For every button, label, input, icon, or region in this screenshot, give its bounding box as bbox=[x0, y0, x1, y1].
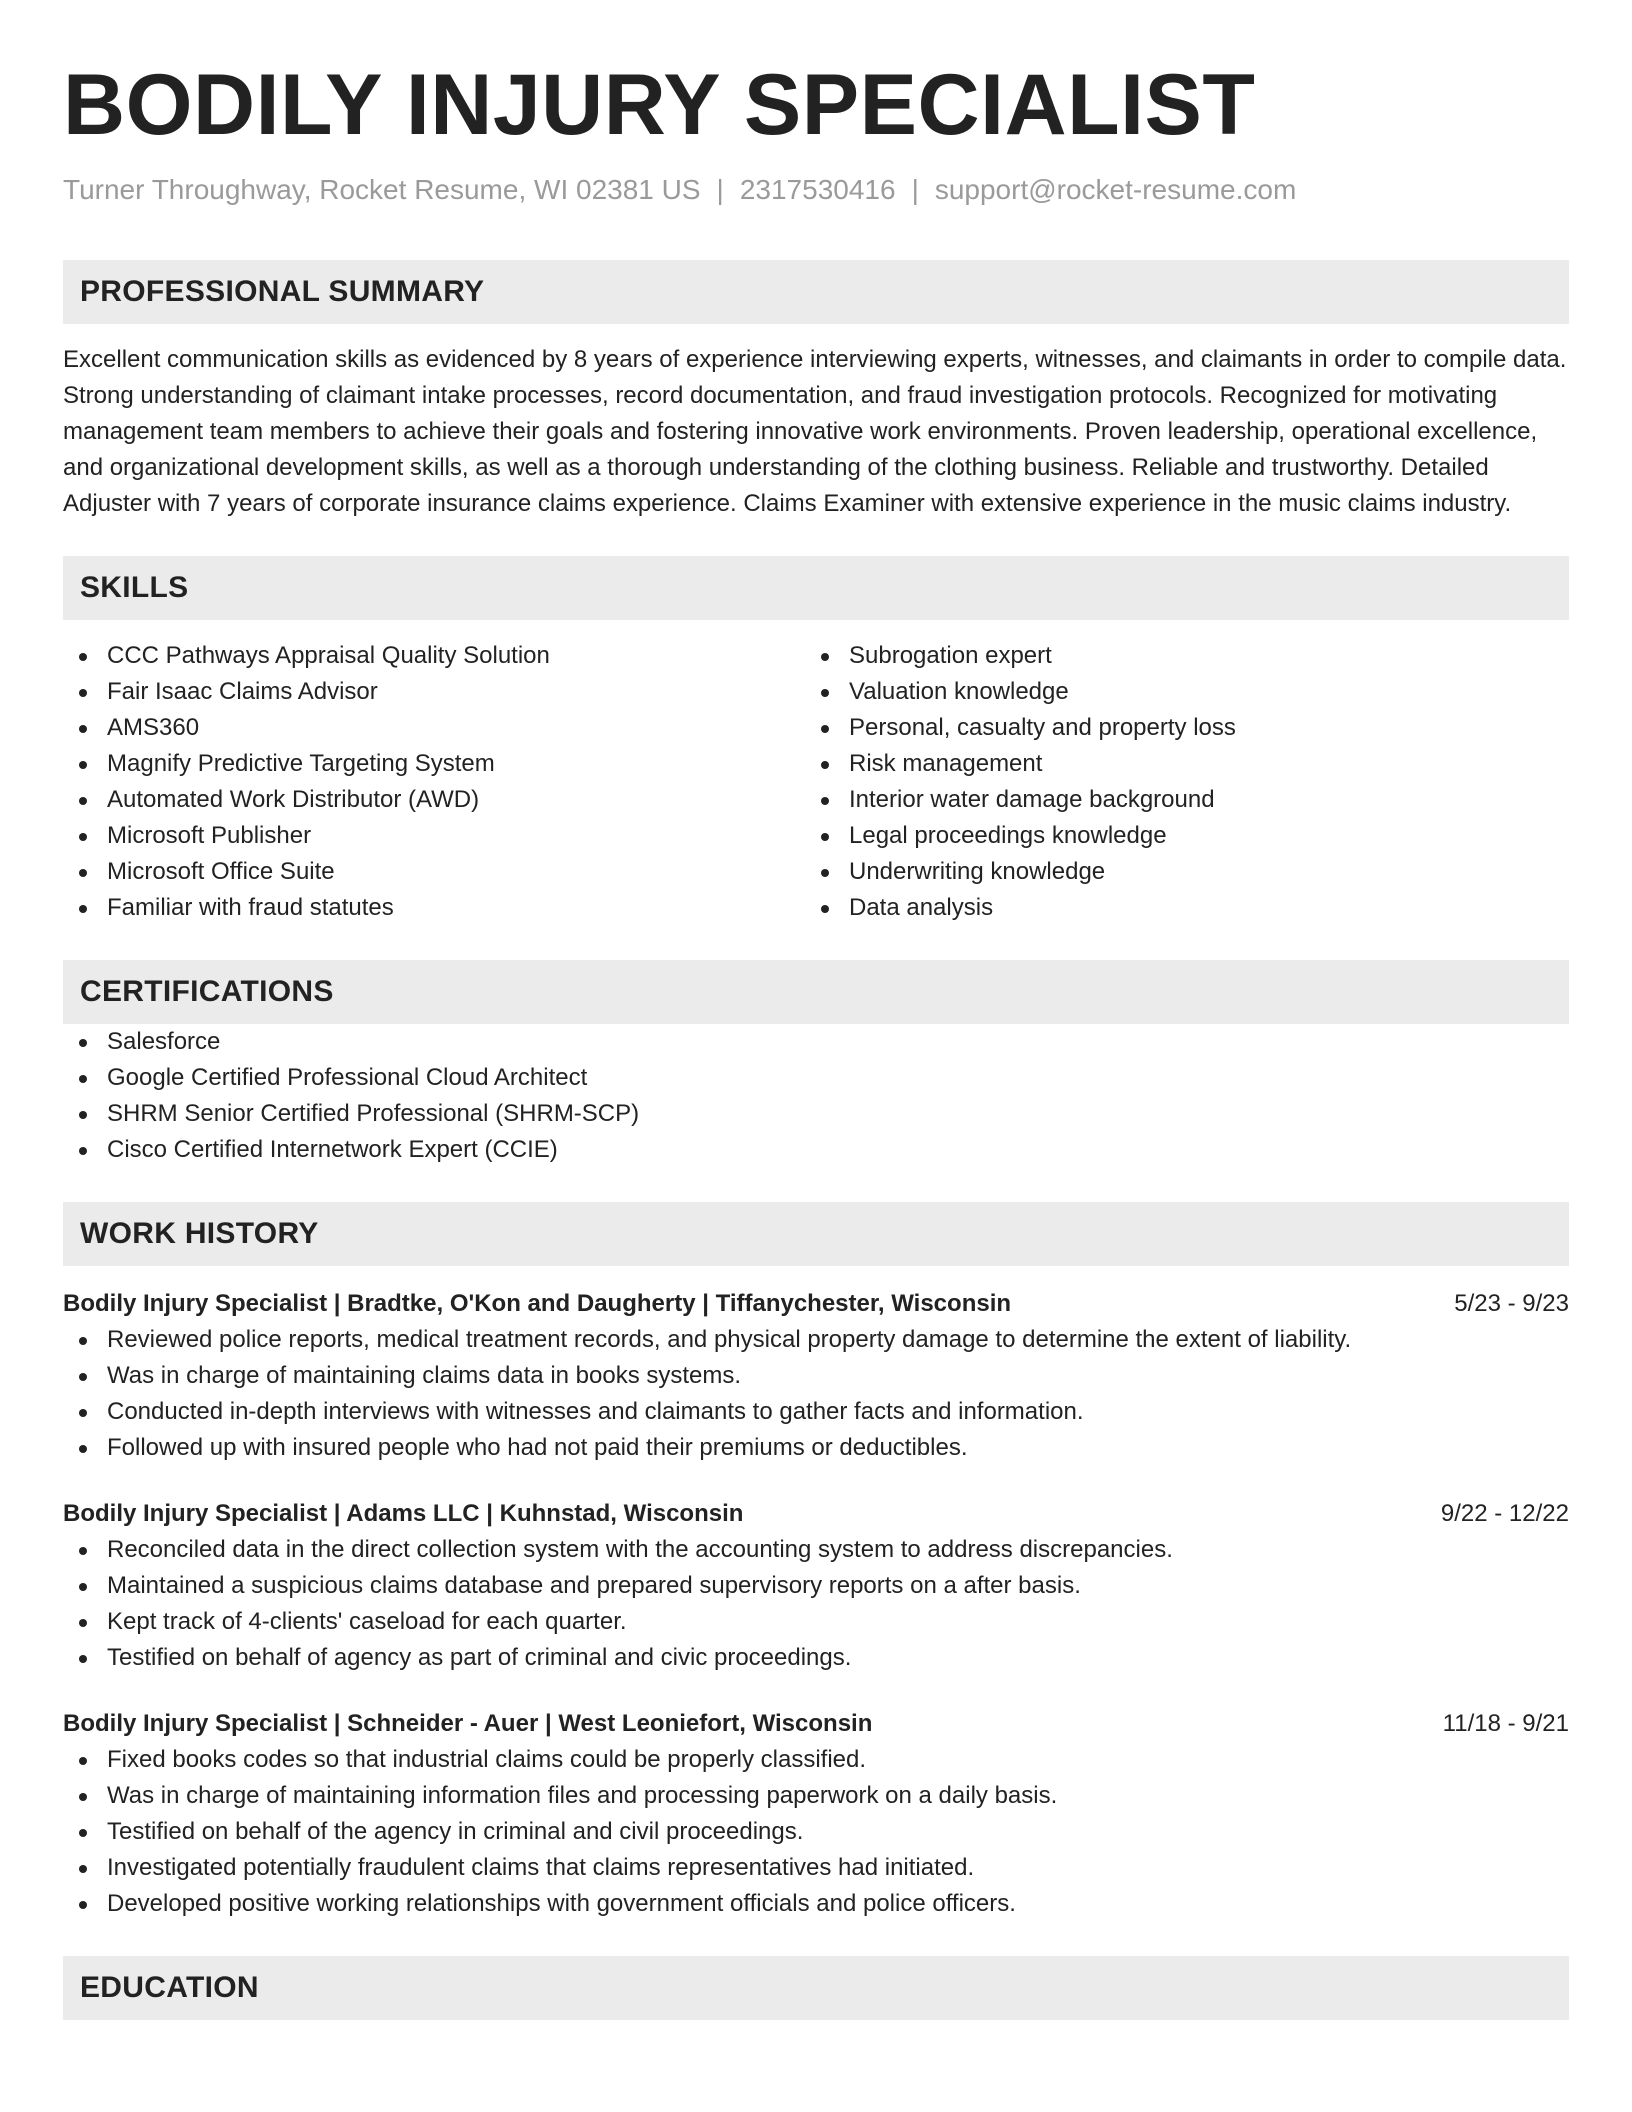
job-bullet: Followed up with insured people who had not paid their premiums or deductibles. bbox=[63, 1430, 1569, 1466]
job-header bbox=[63, 1706, 1569, 1742]
section-header-work-history: WORK HISTORY bbox=[63, 1202, 1569, 1266]
skill-item: Valuation knowledge bbox=[805, 674, 1547, 710]
job-bullet-list bbox=[63, 1532, 1569, 1676]
job-entry bbox=[63, 1286, 1569, 1466]
skill-item: Data analysis bbox=[805, 890, 1547, 926]
job-bullet: Reviewed police reports, medical treatment records, and physical property damage to determine the extent of liability. bbox=[63, 1322, 1569, 1358]
section-header-education: EDUCATION bbox=[63, 1956, 1569, 2020]
job-bullet: Conducted in-depth interviews with witnesses and claimants to gather facts and information. bbox=[63, 1394, 1569, 1430]
job-bullet: Was in charge of maintaining claims data in books systems. bbox=[63, 1358, 1569, 1394]
section-header-summary: PROFESSIONAL SUMMARY bbox=[63, 260, 1569, 324]
contact-address: Turner Throughway, Rocket Resume, WI 02381 US bbox=[63, 174, 701, 205]
skill-item: Subrogation expert bbox=[805, 638, 1547, 674]
contact-separator: | bbox=[716, 174, 724, 205]
job-bullet: Testified on behalf of the agency in criminal and civil proceedings. bbox=[63, 1814, 1569, 1850]
job-title: Bodily Injury Specialist | Bradtke, O'Kon and Daugherty | Tiffanychester, Wisconsin bbox=[63, 1290, 1012, 1317]
job-entry bbox=[63, 1706, 1569, 1922]
skill-item: Familiar with fraud statutes bbox=[63, 890, 805, 926]
skill-item: Risk management bbox=[805, 746, 1547, 782]
job-bullet-list bbox=[63, 1742, 1569, 1922]
skill-item: AMS360 bbox=[63, 710, 805, 746]
skills-grid bbox=[63, 638, 1569, 926]
certification-item: Google Certified Professional Cloud Architect bbox=[63, 1060, 1569, 1096]
section-header-skills: SKILLS bbox=[63, 556, 1569, 620]
job-dates: 11/18 - 9/21 bbox=[1442, 1710, 1569, 1737]
resume-name-heading: BODILY INJURY SPECIALIST bbox=[63, 57, 1256, 153]
summary-text: Excellent communication skills as evidenced by 8 years of experience interviewing experts, witnesses, and claimants in order to compile data. Strong understanding of claimant intake processes, record documentation, and fraud investigation protocols. Recognized for motivating management team members to achieve their goals and fostering innovative work environments. Proven leadership, operational excellence, and organizational development skills, as well as a thorough understanding of the clothing business. Reliable and trustworthy. Detailed Adjuster with 7 years of corporate insurance claims experience. Claims Examiner with extensive experience in the music claims industry. bbox=[63, 346, 1567, 517]
job-bullet: Kept track of 4-clients' caseload for each quarter. bbox=[63, 1604, 1569, 1640]
job-bullet: Investigated potentially fraudulent claims that claims representatives had initiated. bbox=[63, 1850, 1569, 1886]
skill-item: CCC Pathways Appraisal Quality Solution bbox=[63, 638, 805, 674]
job-title: Bodily Injury Specialist | Schneider - Auer | West Leoniefort, Wisconsin bbox=[63, 1710, 873, 1737]
skill-item: Interior water damage background bbox=[805, 782, 1547, 818]
skills-list-left bbox=[63, 638, 805, 926]
skill-item: Microsoft Publisher bbox=[63, 818, 805, 854]
contact-phone: 2317530416 bbox=[739, 174, 896, 205]
job-entry bbox=[63, 1496, 1569, 1676]
contact-separator: | bbox=[911, 174, 919, 205]
job-header bbox=[63, 1496, 1569, 1532]
certification-item: Salesforce bbox=[63, 1024, 1569, 1060]
contact-line bbox=[63, 172, 1569, 208]
job-dates: 5/23 - 9/23 bbox=[1454, 1290, 1569, 1317]
contact-email: support@rocket-resume.com bbox=[934, 174, 1297, 205]
job-dates: 9/22 - 12/22 bbox=[1440, 1500, 1569, 1527]
section-header-certifications: CERTIFICATIONS bbox=[63, 960, 1569, 1024]
job-bullet: Testified on behalf of agency as part of criminal and civic proceedings. bbox=[63, 1640, 1569, 1676]
skill-item: Personal, casualty and property loss bbox=[805, 710, 1547, 746]
certification-item: Cisco Certified Internetwork Expert (CCIE) bbox=[63, 1132, 1569, 1168]
job-bullet: Developed positive working relationships with government officials and police officers. bbox=[63, 1886, 1569, 1922]
skill-item: Automated Work Distributor (AWD) bbox=[63, 782, 805, 818]
skill-item: Microsoft Office Suite bbox=[63, 854, 805, 890]
job-bullet: Fixed books codes so that industrial claims could be properly classified. bbox=[63, 1742, 1569, 1778]
job-bullet: Was in charge of maintaining information files and processing paperwork on a daily basis. bbox=[63, 1778, 1569, 1814]
job-bullet: Maintained a suspicious claims database and prepared supervisory reports on a after basis. bbox=[63, 1568, 1569, 1604]
skill-item: Legal proceedings knowledge bbox=[805, 818, 1547, 854]
skill-item: Underwriting knowledge bbox=[805, 854, 1547, 890]
job-bullet: Reconciled data in the direct collection system with the accounting system to address discrepancies. bbox=[63, 1532, 1569, 1568]
skill-item: Magnify Predictive Targeting System bbox=[63, 746, 805, 782]
certifications-list bbox=[63, 1024, 1569, 1168]
job-header bbox=[63, 1286, 1569, 1322]
job-title: Bodily Injury Specialist | Adams LLC | Kuhnstad, Wisconsin bbox=[63, 1500, 744, 1527]
skill-item: Fair Isaac Claims Advisor bbox=[63, 674, 805, 710]
skills-list-right bbox=[805, 638, 1547, 926]
job-bullet-list bbox=[63, 1322, 1569, 1466]
certification-item: SHRM Senior Certified Professional (SHRM-SCP) bbox=[63, 1096, 1569, 1132]
